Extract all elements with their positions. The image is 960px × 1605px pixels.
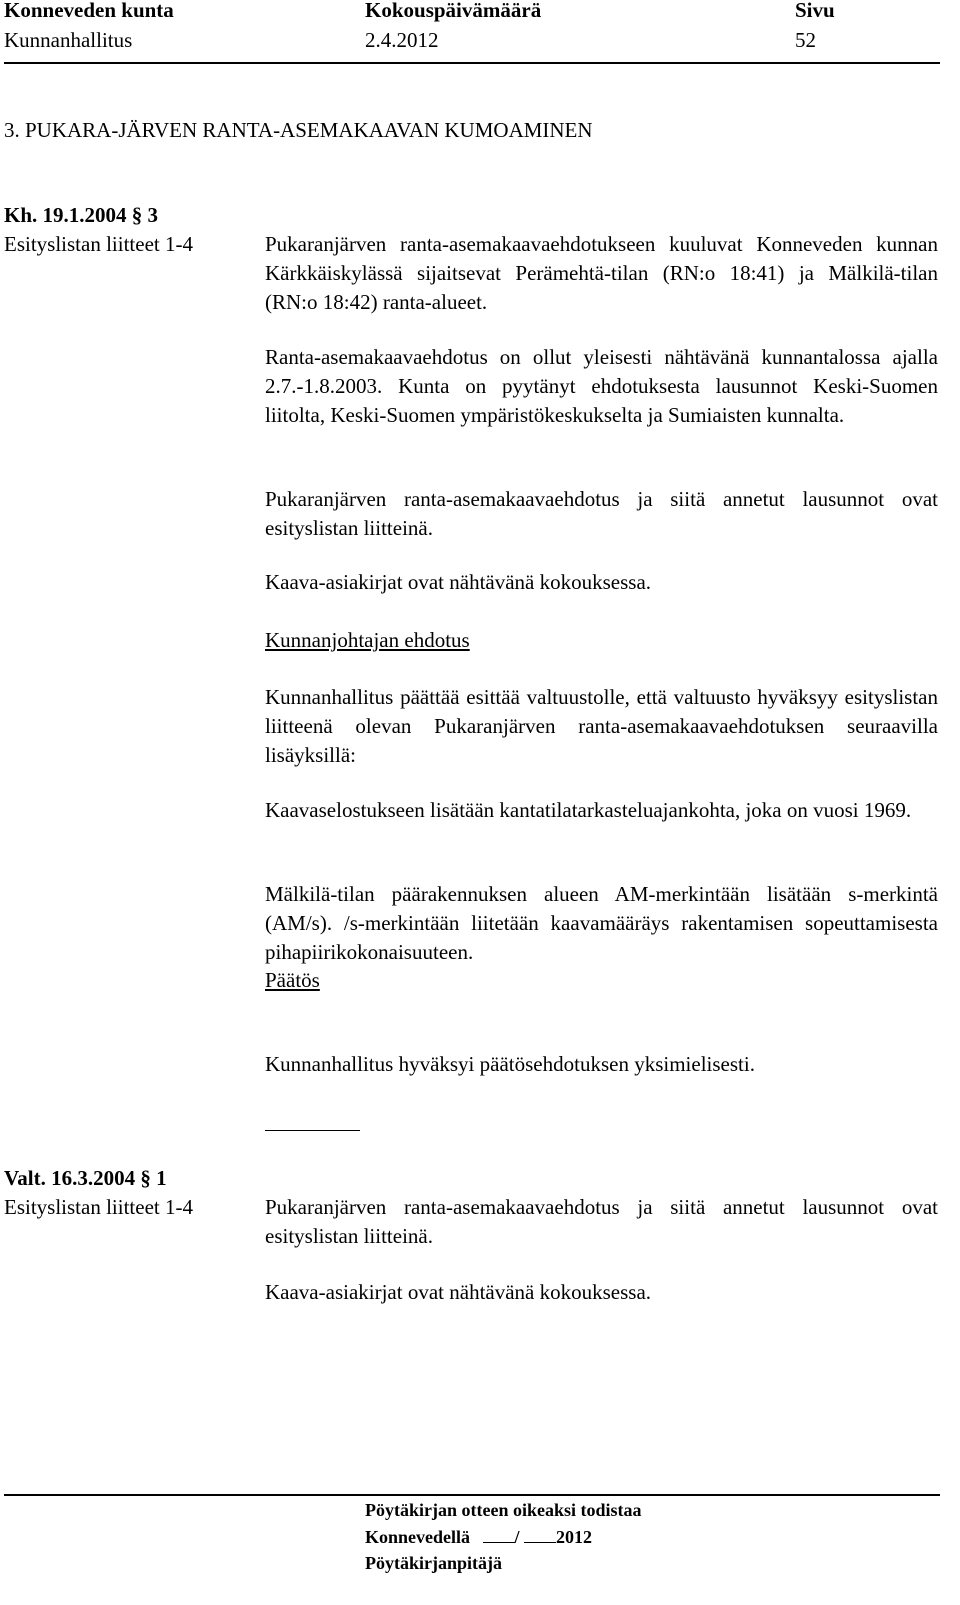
kh-paragraph-1: Pukaranjärven ranta-asemakaavaehdotukseen kuuluvat Konneveden kunnan Kärkkäiskylässä sijaitsevat Perämehtä-tilan (RN:o 18:41) ja Mälkilä-tilan (RN:o 18:42) ranta-alueet. <box>265 232 938 314</box>
footer-place-date <box>365 1524 592 1550</box>
valt-reference: Valt. 16.3.2004 § 1 <box>4 1166 167 1190</box>
kh-attachments: Esityslistan liitteet 1-4 <box>4 232 193 256</box>
proposal-paragraph-1: Kunnanhallitus päättää esittää valtuustolle, että valtuusto hyväksyy esityslistan liitteenä olevan Pukaranjärven ranta-asemakaavaehdotuksen seuraavilla lisäyksillä: <box>265 685 938 767</box>
kh-paragraph-2: Ranta-asemakaavaehdotus on ollut yleisesti nähtävänä kunnantalossa ajalla 2.7.-1.8.2003. Kunta on pyytänyt ehdotuksesta lausunnot Keski-Suomen liitolta, Keski-Suomen ympäristökeskukselta ja Sumiaisten kunnalta. <box>265 345 938 427</box>
valt-paragraph-2: Kaava-asiakirjat ovat nähtävänä kokouksessa. <box>265 1280 652 1304</box>
separator-line <box>265 1130 360 1131</box>
proposal-heading: Kunnanjohtajan ehdotus <box>265 628 470 652</box>
footer-place: Konnevedellä <box>365 1527 471 1547</box>
month-blank <box>524 1524 556 1543</box>
footer-secretary: Pöytäkirjanpitäjä <box>365 1553 502 1573</box>
footer-slash: / <box>514 1527 520 1547</box>
valt-attachments: Esityslistan liitteet 1-4 <box>4 1195 193 1219</box>
header-page-label: Sivu <box>795 0 835 22</box>
proposal-paragraph-3: Mälkilä-tilan päärakennuksen alueen AM-merkintään lisätään s-merkintä (AM/s). /s-merkintään liitetään kaavamääräys rakentamisen sopeuttamisesta pihapiirikokonaisuuteen. <box>265 882 938 964</box>
section-title: 3. PUKARA-JÄRVEN RANTA-ASEMAKAAVAN KUMOAMINEN <box>4 118 593 142</box>
footer-year: 2012 <box>556 1527 593 1547</box>
header-date: 2.4.2012 <box>365 28 439 52</box>
valt-paragraph-1: Pukaranjärven ranta-asemakaavaehdotus ja siitä annetut lausunnot ovat esityslistan liitteinä. <box>265 1195 938 1248</box>
decision-heading: Päätös <box>265 968 320 992</box>
header-org: Konneveden kunta <box>4 0 174 22</box>
kh-reference: Kh. 19.1.2004 § 3 <box>4 203 159 227</box>
proposal-paragraph-2: Kaavaselostukseen lisätään kantatilatarkasteluajankohta, joka on vuosi 1969. <box>265 798 912 822</box>
decision-text: Kunnanhallitus hyväksyi päätösehdotuksen yksimielisesti. <box>265 1052 755 1076</box>
header-body: Kunnanhallitus <box>4 28 133 52</box>
header-rule <box>4 62 940 64</box>
footer-rule <box>4 1494 940 1496</box>
header-page-number: 52 <box>795 28 816 52</box>
day-blank <box>483 1524 515 1543</box>
footer-certification: Pöytäkirjan otteen oikeaksi todistaa <box>365 1500 642 1520</box>
header-date-label: Kokouspäivämäärä <box>365 0 542 22</box>
kh-paragraph-3: Pukaranjärven ranta-asemakaavaehdotus ja siitä annetut lausunnot ovat esityslistan liitteinä. <box>265 487 938 540</box>
kh-paragraph-4: Kaava-asiakirjat ovat nähtävänä kokouksessa. <box>265 570 652 594</box>
